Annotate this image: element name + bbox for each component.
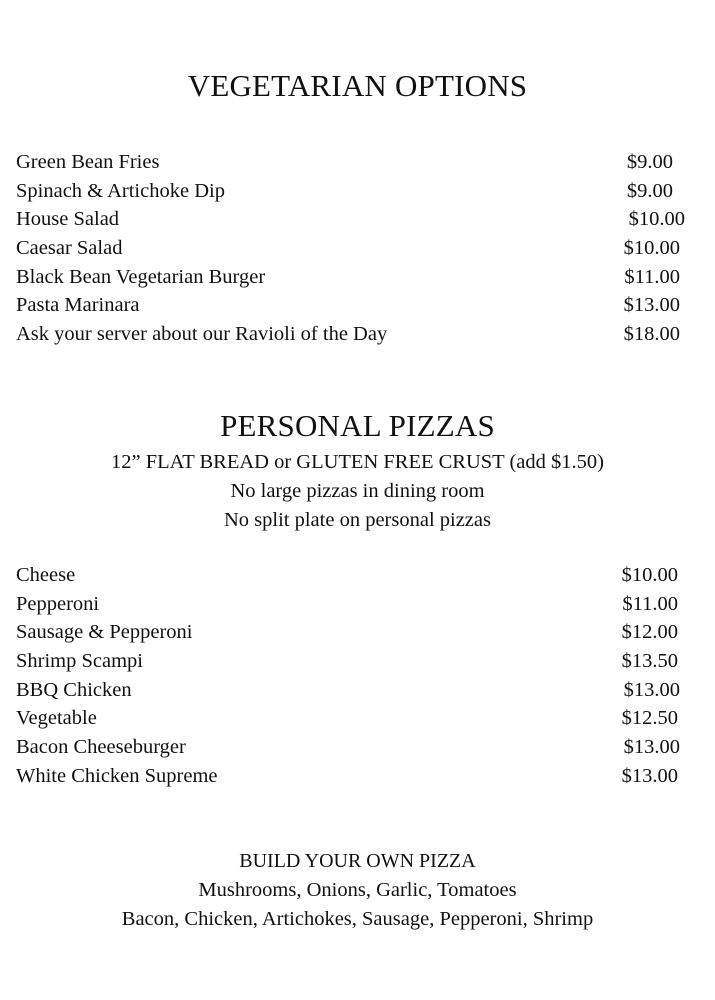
- menu-item: [16, 263, 686, 292]
- menu-item: [16, 234, 686, 263]
- menu-item: [16, 205, 686, 234]
- pizza-menu-list: [16, 561, 686, 791]
- build-your-own-toppings-veg: Mushrooms, Onions, Garlic, Tomatoes: [198, 879, 517, 901]
- menu-item-name: Sausage & Pepperoni: [16, 621, 193, 644]
- menu-item-price: $13.00: [623, 678, 680, 701]
- menu-item-price: $13.50: [621, 650, 678, 673]
- menu-item: [16, 320, 686, 349]
- menu-item-name: House Salad: [16, 208, 120, 231]
- vegetarian-section-title: VEGETARIAN OPTIONS: [187, 68, 528, 103]
- menu-item-name: Pepperoni: [16, 592, 100, 615]
- menu-item-name: Bacon Cheeseburger: [16, 736, 186, 759]
- vegetarian-menu-list: [16, 148, 686, 349]
- menu-item: [16, 148, 686, 177]
- menu-item-name: Caesar Salad: [16, 237, 123, 260]
- menu-item-name: BBQ Chicken: [16, 678, 132, 701]
- build-your-own-toppings-meat: Bacon, Chicken, Artichokes, Sausage, Pepperoni, Shrimp: [121, 908, 594, 930]
- menu-item-price: $11.00: [624, 265, 680, 288]
- menu-item: [16, 762, 686, 791]
- menu-item-price: $12.00: [621, 621, 678, 644]
- menu-item-name: Ask your server about our Ravioli of the Day: [16, 323, 388, 346]
- menu-item: [16, 291, 686, 320]
- menu-item-price: $13.00: [621, 764, 678, 787]
- menu-item-price: $9.00: [626, 151, 673, 173]
- menu-item: [16, 704, 686, 733]
- menu-item-name: Cheese: [16, 564, 76, 586]
- menu-item-name: Shrimp Scampi: [16, 650, 143, 673]
- menu-item-price: $11.00: [622, 592, 678, 615]
- menu-item: [16, 647, 686, 676]
- menu-item: [16, 177, 686, 206]
- menu-item: [16, 561, 686, 590]
- menu-item-price: $10.00: [623, 237, 680, 260]
- menu-item: [16, 590, 686, 619]
- pizza-crust-note: 12” FLAT BREAD or GLUTEN FREE CRUST (add $1.50): [111, 451, 604, 473]
- menu-item-price: $13.00: [623, 294, 680, 317]
- build-your-own-title: BUILD YOUR OWN PIZZA: [239, 850, 476, 872]
- pizza-dining-note: No large pizzas in dining room: [230, 480, 485, 502]
- menu-item-price: $9.00: [626, 179, 673, 202]
- menu-item-name: Green Bean Fries: [16, 151, 160, 173]
- menu-item-name: White Chicken Supreme: [16, 764, 218, 787]
- menu-item-price: $12.50: [621, 707, 678, 730]
- pizza-split-note: No split plate on personal pizzas: [223, 509, 491, 531]
- menu-item-price: $13.00: [623, 736, 680, 759]
- menu-item: [16, 676, 686, 705]
- menu-item-price: $10.00: [621, 564, 678, 586]
- menu-item-name: Pasta Marinara: [16, 294, 140, 317]
- menu-item: [16, 733, 686, 762]
- menu-item: [16, 618, 686, 647]
- menu-item-name: Spinach & Artichoke Dip: [16, 179, 225, 202]
- menu-item-name: Black Bean Vegetarian Burger: [16, 265, 266, 288]
- menu-item-price: $10.00: [628, 208, 685, 231]
- menu-item-price: $18.00: [623, 323, 680, 346]
- pizza-section-title: PERSONAL PIZZAS: [220, 408, 495, 443]
- menu-item-name: Vegetable: [16, 707, 97, 730]
